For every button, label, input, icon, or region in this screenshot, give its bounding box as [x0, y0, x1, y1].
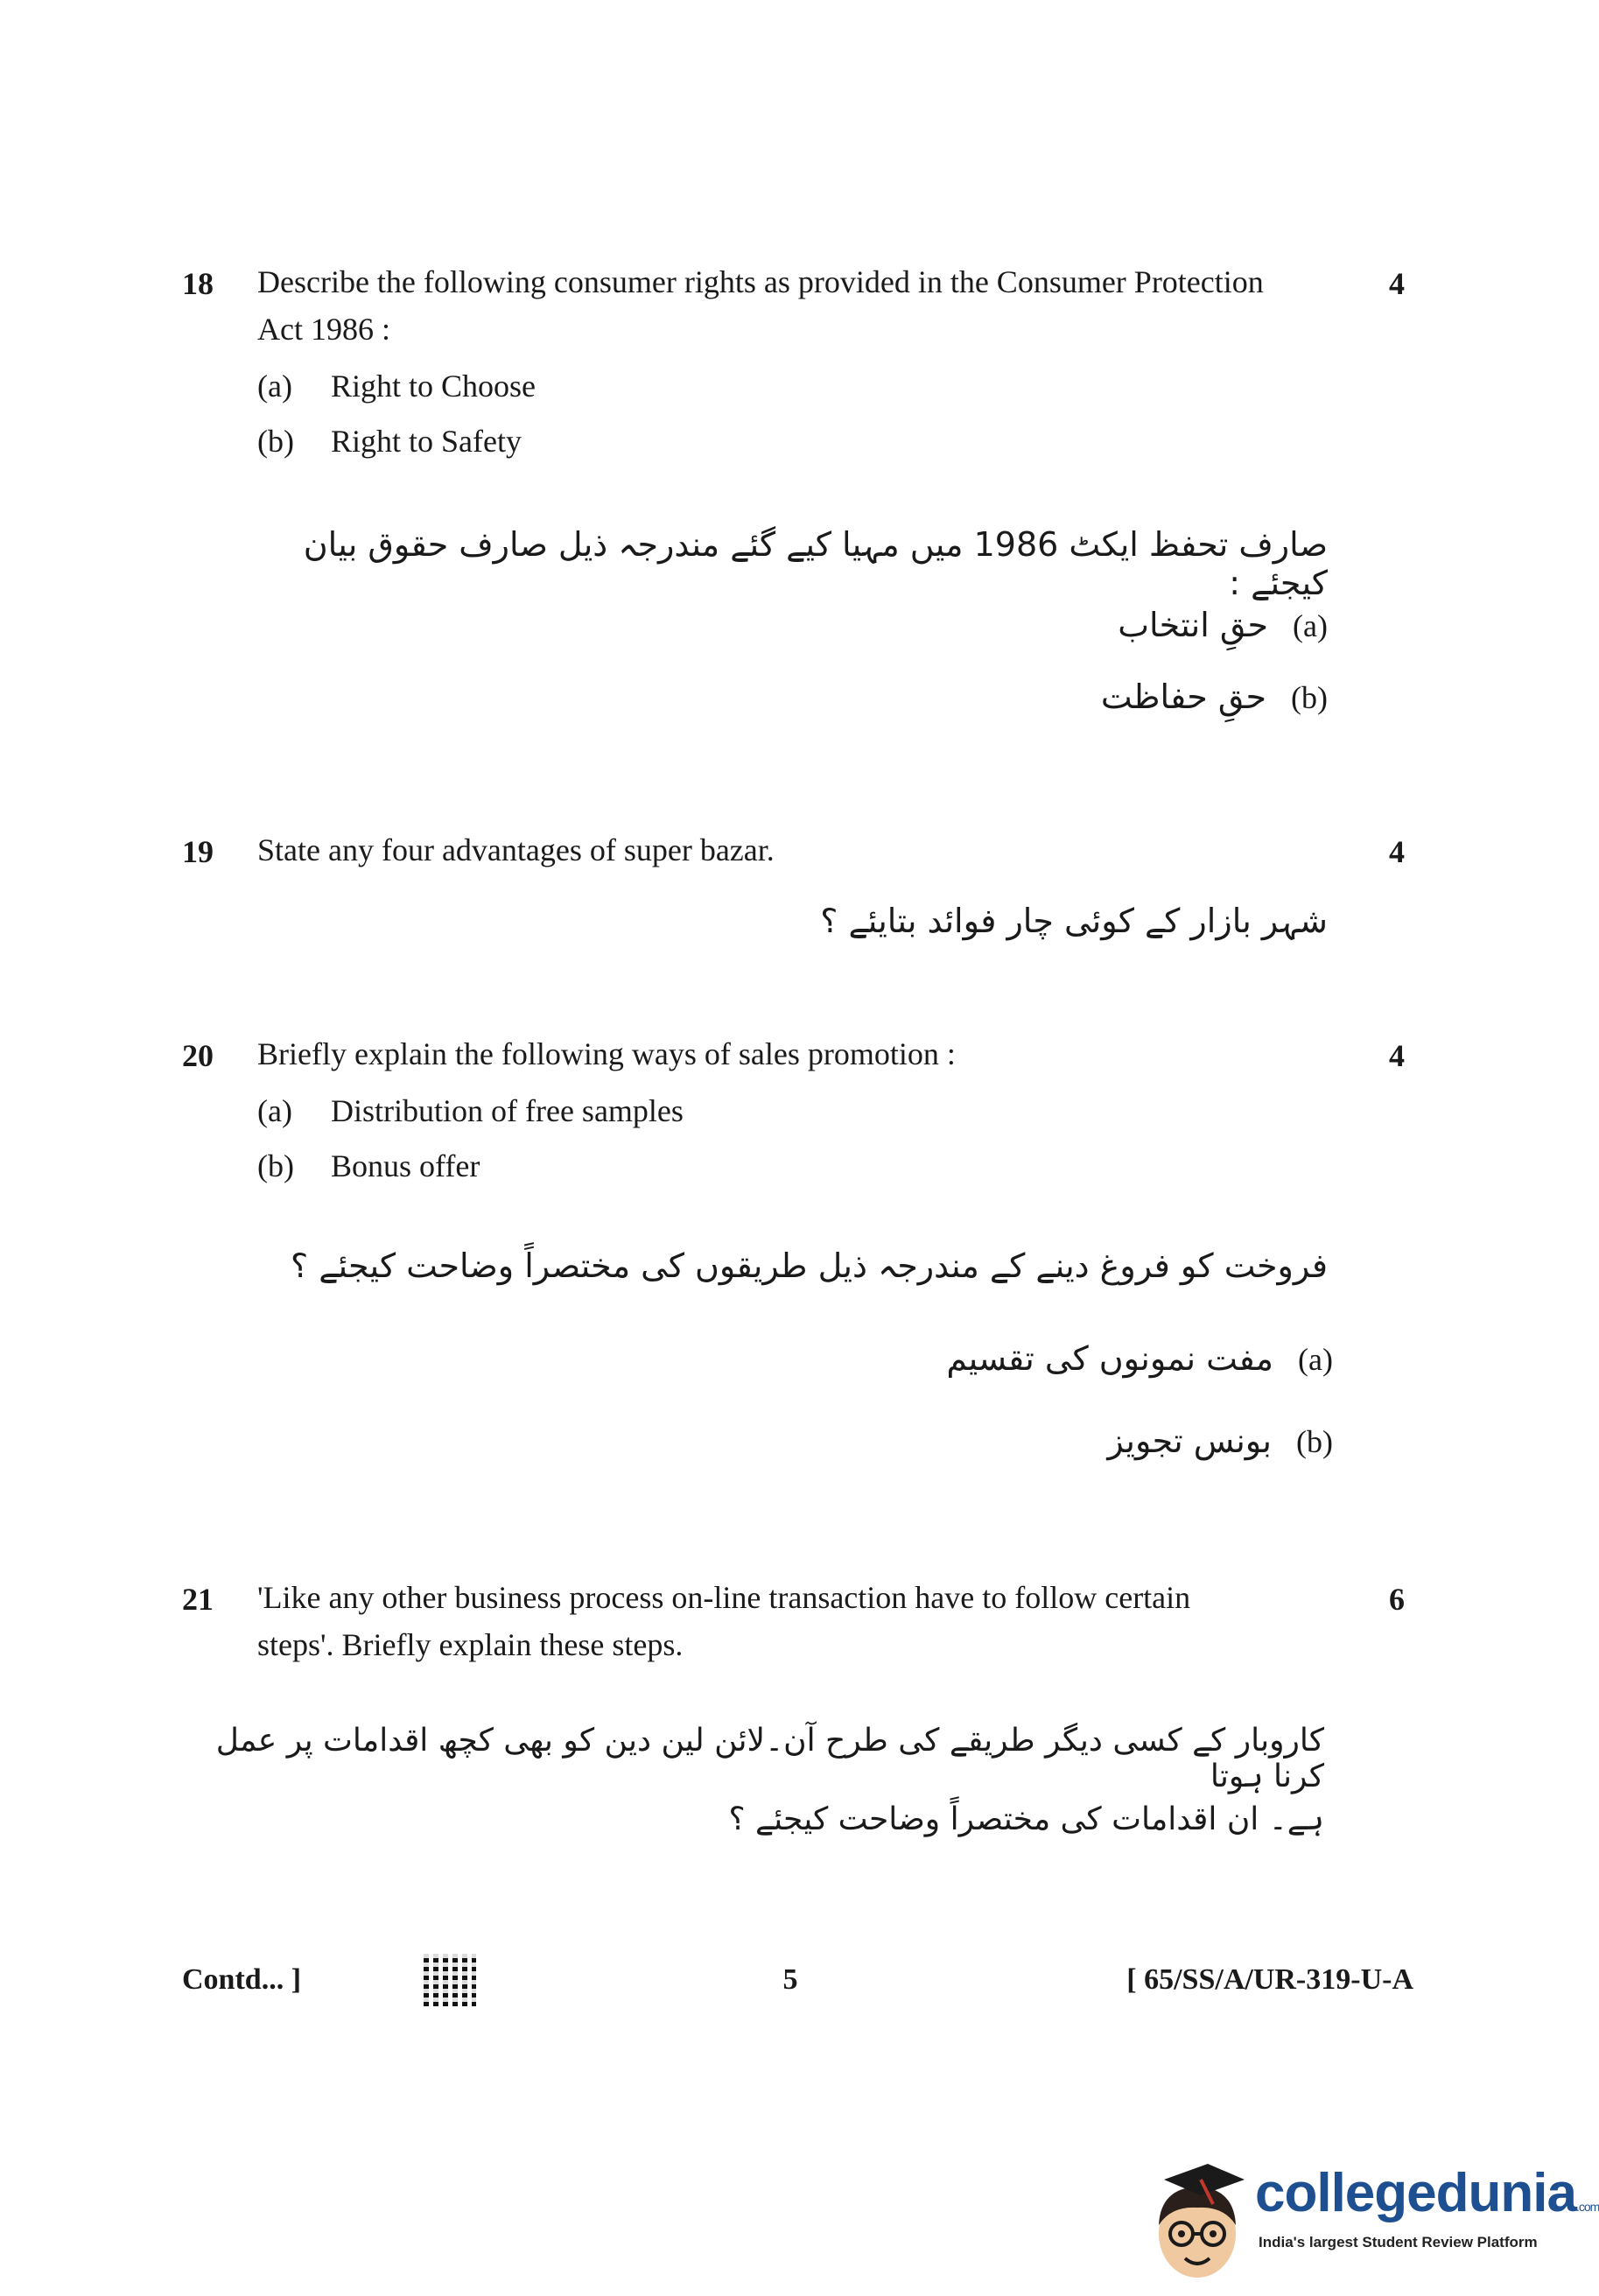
option-text: Bonus offer [331, 1148, 480, 1183]
urdu-option-label: (a) [1298, 1342, 1333, 1377]
urdu-option-text: حقِ حفاظت [1100, 678, 1267, 716]
urdu-question-text: شہر بازار کے کوئی چار فوائد بتایئے ؟ [820, 902, 1328, 940]
brand-logo [1147, 2153, 1599, 2285]
question-text: Briefly explain the following ways of sales promotion : [257, 1036, 956, 1071]
urdu-question-text-line1: کاروبار کے کسی دیگر طریقے کی طرح آن۔لائن لین دین کو بھی کچھ اقدامات پر عمل کرنا ہوتا [215, 1723, 1324, 1794]
question-option [257, 1148, 480, 1184]
urdu-option [803, 606, 1328, 645]
question-option [257, 368, 536, 404]
question-marks: 4 [1389, 834, 1405, 869]
question-text: 'Like any other business process on-line transaction have to follow certain steps'. Briefly explain these steps. [257, 1580, 1191, 1662]
urdu-question-text: صارف تحفظ ایکٹ 1986 میں مہیا کیے گئے مندرجہ ذیل صارف حقوق بیان کیجئے : [303, 525, 1328, 602]
urdu-option [808, 1339, 1333, 1379]
question-marks: 6 [1389, 1582, 1405, 1617]
urdu-option-text: مفت نمونوں کی تقسیم [946, 1339, 1274, 1378]
qr-code-icon [424, 1954, 476, 2006]
question-number: 19 [182, 834, 214, 869]
paper-code: [ 65/SS/A/UR-319-U-A [1126, 1963, 1413, 1996]
question-number: 20 [182, 1038, 214, 1073]
option-text: Right to Choose [331, 369, 537, 404]
urdu-option-label: (b) [1291, 680, 1328, 715]
urdu-option-text: بونس تجویز [1107, 1422, 1273, 1460]
urdu-option-label: (b) [1296, 1424, 1333, 1459]
urdu-option-label: (a) [1293, 608, 1328, 643]
mascot-icon [1147, 2153, 1252, 2285]
question-option [257, 423, 522, 460]
brand-tld: .com [1575, 2200, 1599, 2214]
question-marks: 4 [1389, 266, 1405, 301]
question-text: Describe the following consumer rights as provided in the Consumer Protection Act 1986 : [257, 264, 1264, 347]
contd-label: Contd... ] [182, 1963, 302, 1996]
urdu-option [808, 1422, 1333, 1461]
question-option [257, 1092, 684, 1129]
page-number: 5 [782, 1963, 798, 1996]
question-number: 21 [182, 1582, 214, 1617]
option-label: (a) [257, 1093, 292, 1128]
option-text: Right to Safety [331, 424, 522, 459]
brand-tagline: India's largest Student Review Platform [1259, 2234, 1538, 2250]
option-label: (b) [257, 424, 294, 459]
urdu-question-text: فروخت کو فروغ دینے کے مندرجہ ذیل طریقوں کی مختصراً وضاحت کیجئے ؟ [291, 1246, 1328, 1285]
urdu-question-text-line2: ہے۔ ان اقدامات کی مختصراً وضاحت کیجئے ؟ [728, 1801, 1324, 1837]
urdu-option-text: حقِ انتخاب [1118, 606, 1269, 644]
option-text: Distribution of free samples [331, 1093, 684, 1128]
option-label: (b) [257, 1148, 294, 1183]
question-number: 18 [182, 266, 214, 301]
urdu-option [803, 678, 1328, 717]
option-label: (a) [257, 369, 292, 404]
question-marks: 4 [1389, 1038, 1405, 1073]
brand-name-text: collegedunia [1255, 2163, 1576, 2223]
question-text: State any four advantages of super bazar. [257, 832, 775, 867]
brand-name [1255, 2162, 1599, 2224]
